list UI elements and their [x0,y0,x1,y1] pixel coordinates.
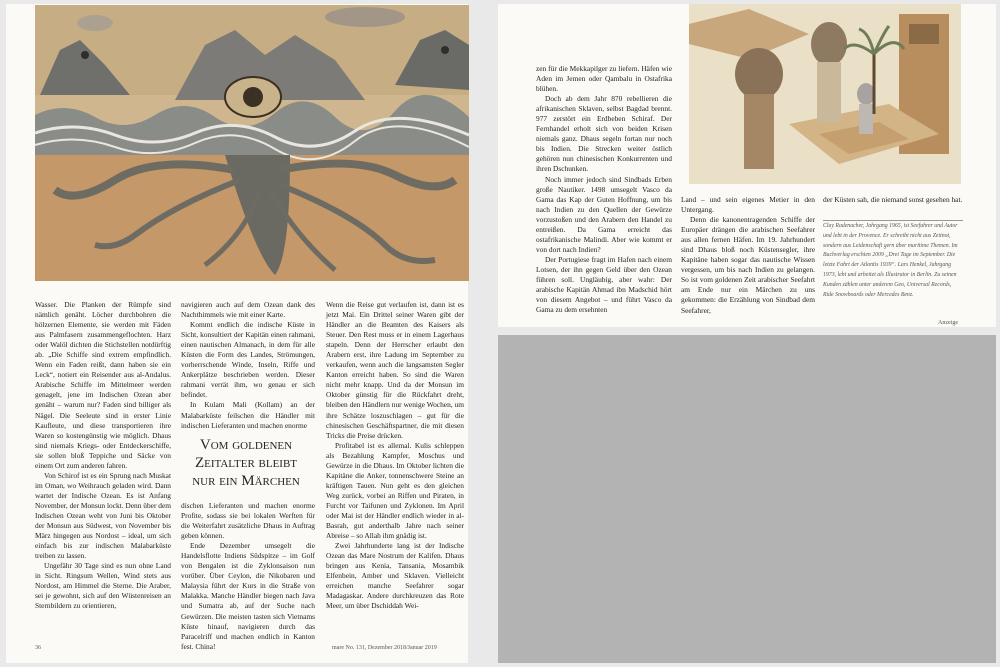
advertisement-label: Anzeige [938,320,958,326]
paragraph: Wenn die Reise gut verlaufen ist, dann ist es jetzt Mai. Ein Drittel seiner Waren gibt der Händler an die Beamten des Kaisers als Steuer. Den Rest muss er in einem Lagerhaus stapeln. Denn der Herrscher erlaubt den Arabern erst, ihre Ladung im September zu verkaufen, wenn auch die langsamsten Segler Kanton erreicht haben. So sind die Waren nicht mehr knapp. Und da der Monsun im Oktober günstig für die Rückfahrt dreht, bleiben den Händlern nur wenige Wochen, um ihre Schätze loszuschlagen – gut für die chinesischen Geschäftspartner, die mit diesen Tricks die Preise drücken. [326,300,464,440]
paragraph: Profitabel ist es allemal. Kulis schleppen als Bezahlung Kampfer, Moschus und Gewürze in die Dhaus. Im Oktober lichten die Kapitäne die Anker, tonnenschwere Steine an kräftigen Tauen. Nun geht es den gleichen Weg zurück, vorbei an Riffen und Piraten, in Furcht vor Taifunen und Zyklonen. Im April oder Mai ist der Händler endlich wieder in al-Basrah, gut anderthalb Jahre nach seiner Abreise – so Allah ihm gnädig ist. [326,440,464,541]
paragraph: In Kulam Mali (Kollam) an der Malabarküste feilschen die Händler mit indischen Lieferanten und machen enorme [181,400,315,430]
paragraph: Von Schirof ist es ein Sprung nach Muskat im Oman, wo Weihrauch geladen wird. Dann wartet der Indische Ozean. Es ist Anfang November, der Monsun lockt. Denn über dem Indischen Ozean weht von Juni bis Oktober der Monsun aus Südwest, von November bis März hingegen aus Nordost – ideal, um sich einfach bis zur indischen Malabarküste treiben zu lassen. [35,470,171,561]
paragraph: Ende Dezember umsegelt die Handelsflotte Indiens Südspitze – im Golf von Bengalen ist die Zyklonsaison nun vorüber. Über Ceylon, die Nikobaren und Malaysia führt der Kurs in die Straße von Malakka. Manche Händler biegen nach Java und Sumatra ab, auf der Suche nach Gewürzen. Die meisten tasten sich Vietnams Küste hinauf, navigieren durch das Paracelriff und machen endlich in Kanton fest. China! [181,541,315,651]
heading-line: Vom goldenen [199,437,293,453]
paragraph: dischen Lieferanten und machen enorme Profite, sodass sie bei lokalen Werften für die Weiterfahrt zusätzliche Dhaus in Auftrag geben können. [181,501,315,541]
paragraph: Doch ab dem Jahr 870 rebellieren die afrikanischen Sklaven, selbst Bagdad brennt. 977 zerstört ein Erdbeben Schiraf. Der Fernhandel erholt sich von beiden Krisen niemals ganz. Dhaus segeln fortan nur noch bis Indien. Die Strecken weiter östlich gehören nun chinesischen Konkurrenten und ihren Dschunken. [536,94,672,174]
heading-line: nur ein Märchen [192,473,300,489]
right-column-1 [536,64,672,315]
paragraph: zen für die Mekkapilger zu liefern. Häfen wie Aden im Jemen oder Qambalu in Ostafrika blühen. [536,64,672,94]
city-figures-svg [689,4,961,184]
left-page [6,4,468,663]
left-column-2-bottom [181,501,315,652]
heading-line: Zeitalter bleibt [194,455,298,471]
left-column-3 [326,300,464,611]
paragraph: navigieren auch auf dem Ozean dank des Nachthimmels wie mit einer Karte. [181,300,315,320]
paragraph: Land – und sein eigenes Metier in den Untergang. [681,195,815,215]
right-column-2 [681,195,815,316]
paragraph: Ungefähr 30 Tage sind es nun ohne Land in Sicht. Ringsum Wellen, Wind stets aus Nordost, am Himmel die Sterne. Die Araber, sei je gewohnt, sich auf den Wüstenreisen an Sternbildern zu orientieren, [35,561,171,611]
author-caption: Clay Radenacher, Jahrgang 1965, ist Seefahrer und Autor und lebt in der Provence. Er schreibt nicht aus Zeitnot, sondern aus Leidenschaft gern über maritime Themen. Im Buchverlag erschien 2009 „Drei Tage im September. Die letzte Fahrt der Atlantis 1939“. Lars Henkel, Jahrgang 1973, lebt und arbeitet als Illustrator in Berlin. Zu seinen Kunden zählen unter anderem Geo, Universal Records, Ride Snowboards oder Mercedes Benz. [823,223,958,298]
left-column-1 [35,300,171,611]
advertisement-placeholder [498,335,996,663]
right-column-3 [823,195,963,205]
sea-monster-svg [35,5,469,281]
paragraph: der Küsten sah, die niemand sonst gesehen hat. [823,195,963,204]
section-heading [180,436,312,490]
paragraph: Wasser. Die Planken der Rümpfe sind nämlich genäht. Löcher durchbohren die hölzernen Elemente, sie werden mit Fäden aus Palmfasern zusammengeflochten. Harz oder Walöl dichten die Stichstellen notdürftig ab. „Die Schiffe sind extrem empfindlich. Wenn ein Faden reißt, dann haben sie ein Leck“, notiert ein Reisender aus al-Andalus. Arabische Schiffe im Mittelmeer werden genagelt, jene im Indischen Ozean aber genäht – warum nur? Faden sind billiger als Nägel. Die Seeleute sind in erster Linie Kaufleute, und diese transportieren ihre Waren so kostengünstig wie möglich. Dhaus sind niemals Kriegs- oder Entdeckerschiffe, sie sollen bloß Teppiche und Säcke von einem Ort zum anderen fahren. [35,300,171,470]
paragraph: Der Portugiese fragt im Hafen nach einem Lotsen, der ihn gegen Geld über den Ozean führen soll. Ungläubig, aber wahr: Der arabische Kapitän Ahmad ibn Madschid hört von diesem Angebot – und führt Vasco da Gama zu dem ersehnten [536,254,672,315]
dhau-city-illustration [689,4,961,184]
right-page [498,4,996,327]
caption-divider [823,220,963,221]
paragraph: Noch immer jedoch sind Sindbads Erben große Nautiker. 1498 umsegelt Vasco da Gama das Kap der Guten Hoffnung, um bis nach Indien zu den Quellen der Gewürze vorzustoßen und den Arabern den Handel zu entreißen. Da Gama erreicht das ostafrikanische Malindi. Aber wie kommt er von dort nach Indien? [536,174,672,254]
paragraph: Zwei Jahrhunderte lang ist der Indische Ozean das Mare Nostrum der Kalifen. Dhaus bringen aus Kenia, Tansania, Mosambik Elfenbein, Amber und Sklaven. Vielleicht erreichen manche Seefahrer sogar Madagaskar. Andere durchkreuzen das Rote Meer, um über Dschiddah Wei- [326,541,464,611]
paragraph: Denn die kanonentragenden Schiffe der Europäer drängen die arabischen Seefahrer aus allen fernen Häfen. Im 19. Jahrhundert sind Dhaus bloß noch Küstensegler, ihre Kapitäne haben sogar das nautische Wissen vergessen, um bis nach Indien zu gelangen. So ist vom goldenen Zeit arabischer Seefahrt am Ende nur ein Märchen zu uns gekommen: die Erzählung von Sindbad dem Seefahrer, [681,215,815,315]
paragraph: Kommt endlich die indische Küste in Sicht, konsultiert der Kapitän einen rahmani, einen nautischen Almanach, in dem für alle Küsten die Form des Landes, Strömungen, vorherrschende Winde, Inseln, Riffe und Ankerplätze beschrieben werden. Dieser rahmani verrät ihm, wo genau er sich befindet. [181,320,315,400]
page-number: 36 [35,645,41,651]
sea-monster-illustration [35,5,469,281]
left-column-2-top [181,300,315,430]
issue-info: mare No. 131, Dezember 2018/Januar 2019 [332,645,437,651]
